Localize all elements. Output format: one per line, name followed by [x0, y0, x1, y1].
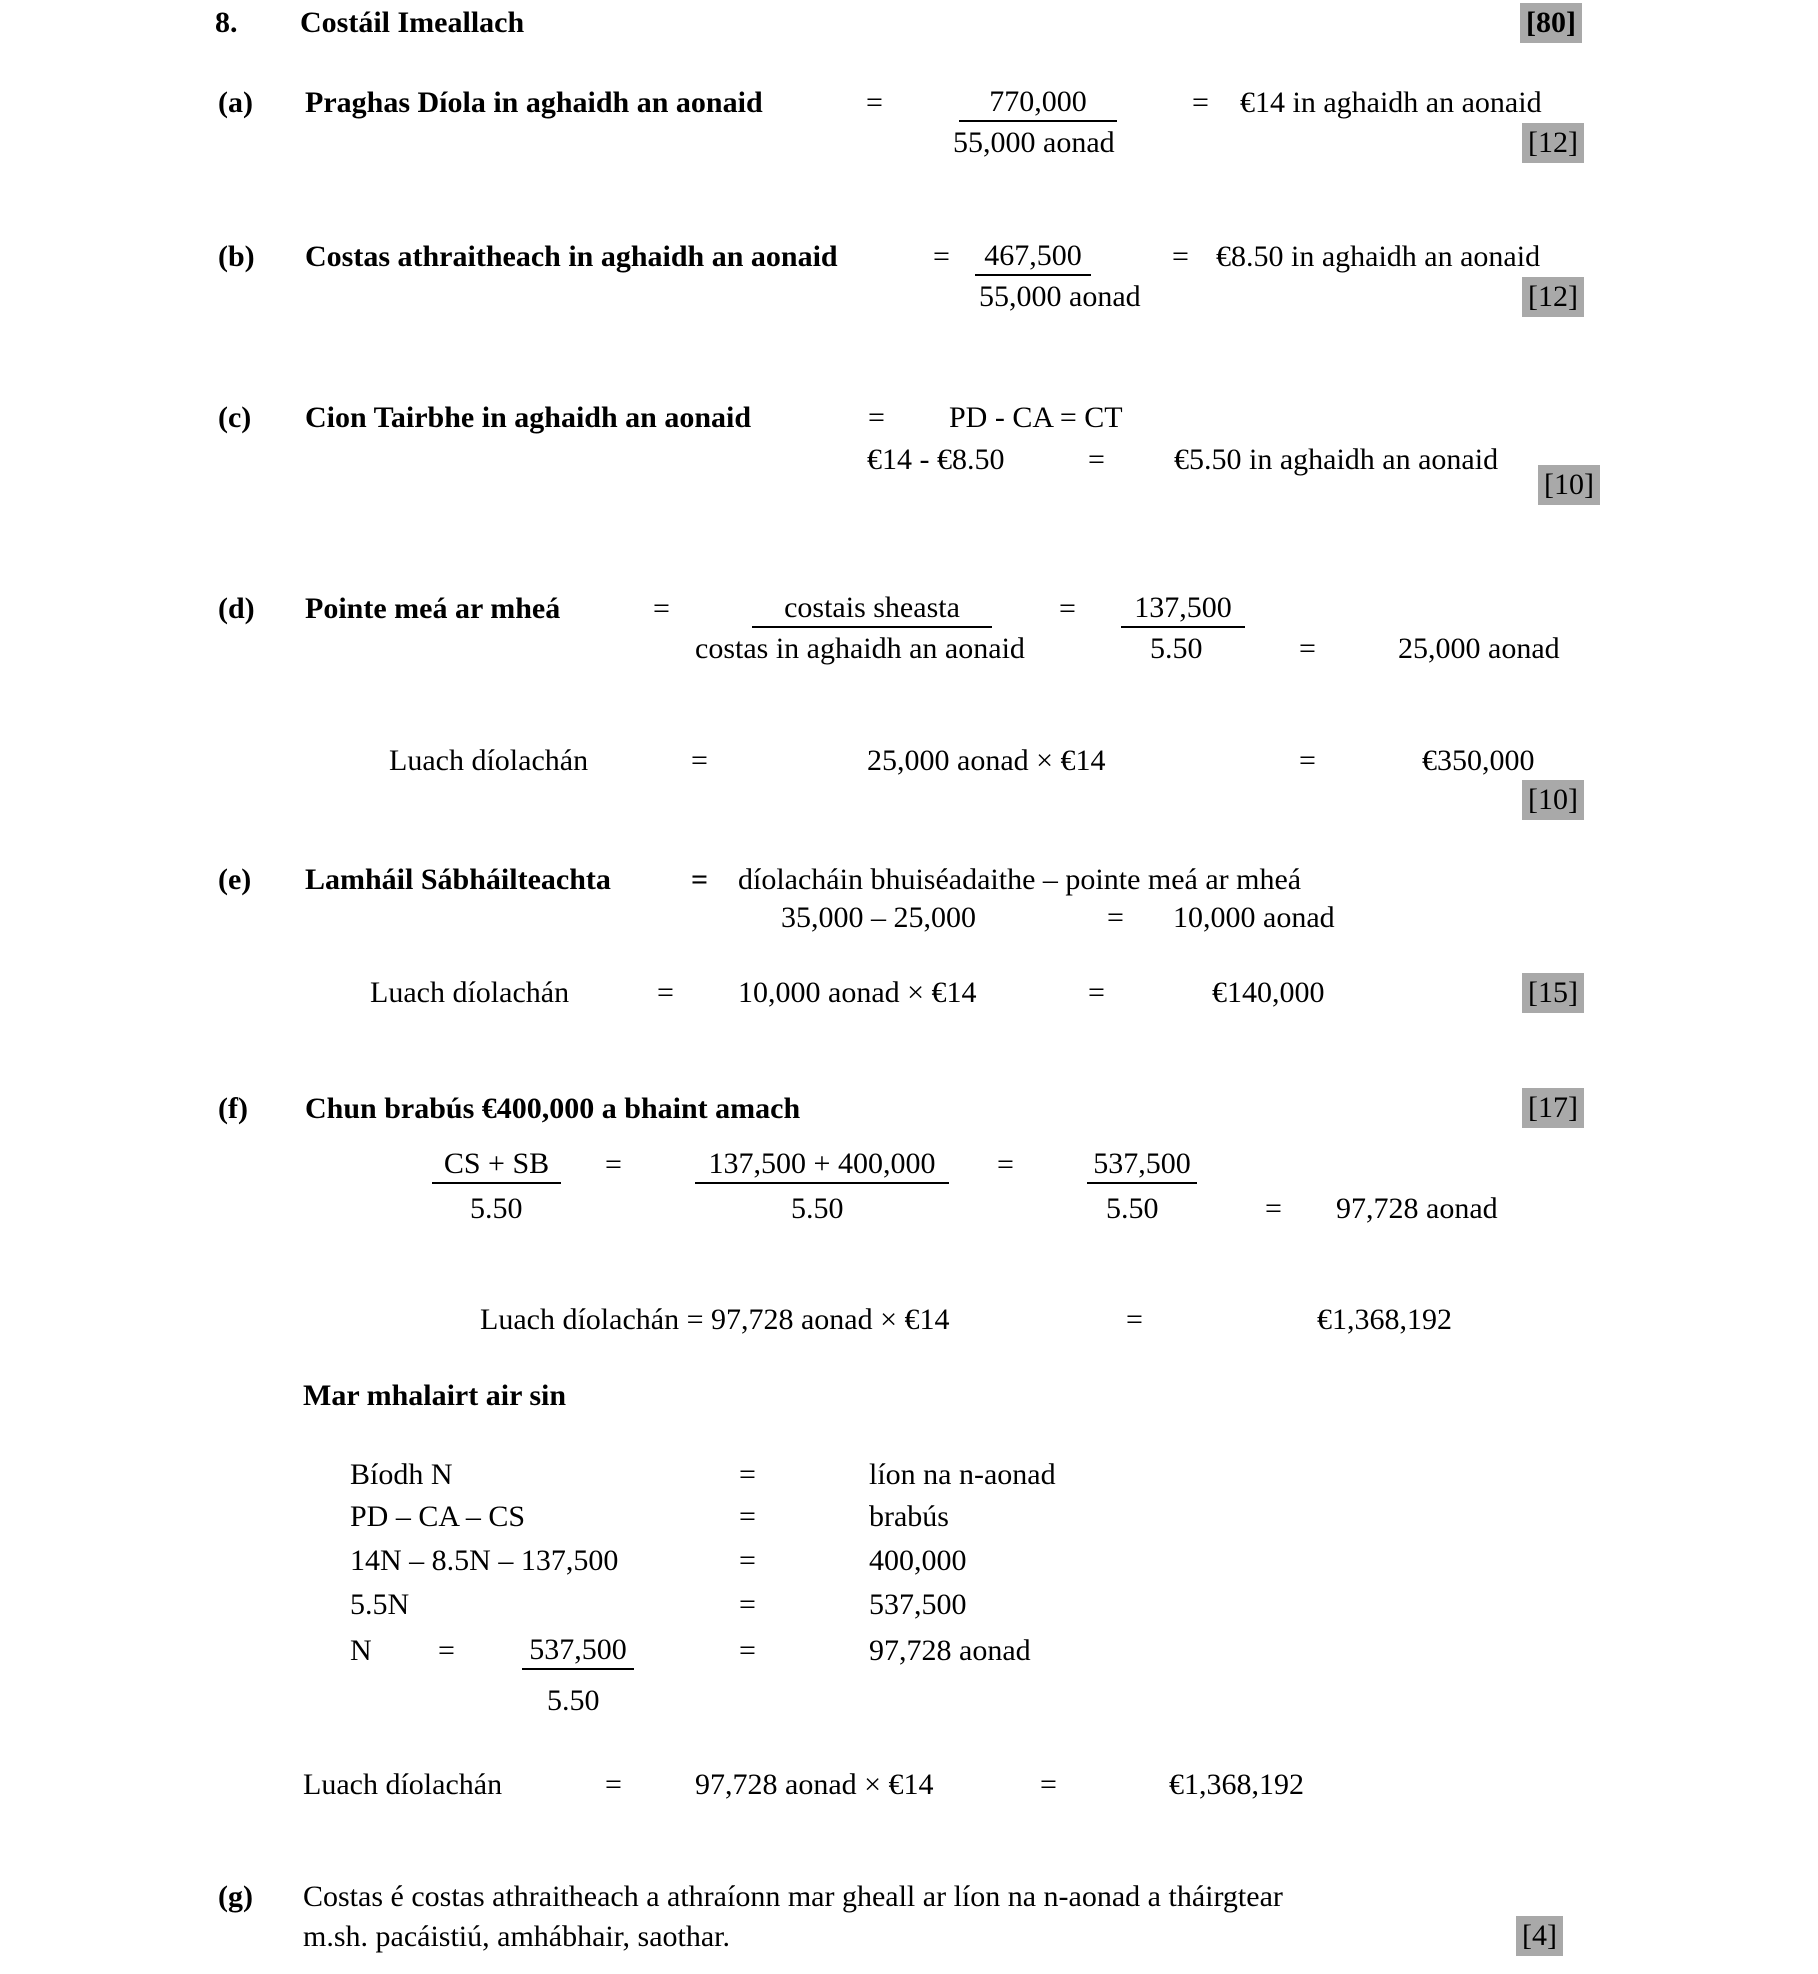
- section-f-sales-value2-label: Luach díolachán: [303, 1768, 503, 1801]
- alt-row-left: PD – CA – CS: [350, 1500, 526, 1533]
- alt-n-fraction-denominator: 5.50: [547, 1684, 600, 1717]
- alt-row-equals: =: [739, 1588, 756, 1621]
- section-f-sales-value2-expression: 97,728 aonad × €14: [695, 1768, 934, 1801]
- section-e-label: (e): [218, 863, 252, 896]
- section-f-result: 97,728 aonad: [1336, 1192, 1498, 1225]
- section-f-sales-value-equals: =: [1126, 1303, 1143, 1336]
- alt-n-fraction-numerator: 537,500: [522, 1632, 634, 1670]
- section-c-result: €5.50 in aghaidh an aonaid: [1174, 443, 1499, 476]
- section-b-label: (b): [218, 240, 255, 273]
- alt-n-equals-1: =: [438, 1634, 455, 1667]
- section-e-sales-value-equals-2: =: [1088, 976, 1105, 1009]
- section-d-fraction2-numerator: 137,500: [1121, 590, 1245, 628]
- section-a-fraction-denominator: 55,000 aonad: [953, 126, 1115, 159]
- section-b-equals-1: =: [933, 240, 950, 273]
- section-d-fraction1-denominator: costas in aghaidh an aonaid: [695, 632, 1025, 665]
- section-f-fraction2-denominator: 5.50: [791, 1192, 844, 1225]
- alt-n-left: N: [350, 1634, 372, 1667]
- section-a-equals-2: =: [1192, 86, 1209, 119]
- section-f-title: Chun brabús €400,000 a bhaint amach: [305, 1092, 801, 1125]
- section-e-sales-value-label: Luach díolachán: [370, 976, 570, 1009]
- section-b-equals-2: =: [1172, 240, 1189, 273]
- marks-badge-b: [12]: [1522, 277, 1584, 317]
- section-f-fraction3-denominator: 5.50: [1106, 1192, 1159, 1225]
- section-e-result: 10,000 aonad: [1173, 901, 1335, 934]
- section-f-sales-value2-equals-2: =: [1040, 1768, 1057, 1801]
- section-b-title: Costas athraitheach in aghaidh an aonaid: [305, 240, 838, 273]
- section-c-formula: PD - CA = CT: [949, 401, 1123, 434]
- section-b-result: €8.50 in aghaidh an aonaid: [1216, 240, 1541, 273]
- marks-badge-e: [15]: [1522, 973, 1584, 1013]
- section-f-fraction1-denominator: 5.50: [470, 1192, 523, 1225]
- section-c-line2-left: €14 - €8.50: [867, 443, 1005, 476]
- section-c-title: Cion Tairbhe in aghaidh an aonaid: [305, 401, 752, 434]
- section-f-sales-value2-result: €1,368,192: [1169, 1768, 1304, 1801]
- section-d-sales-value-equals-1: =: [691, 744, 708, 777]
- marks-badge-d: [10]: [1522, 780, 1584, 820]
- marks-badge-f: [17]: [1522, 1088, 1584, 1128]
- section-e-formula: díolacháin bhuiséadaithe – pointe meá ar mheá: [738, 863, 1302, 896]
- section-d-fraction2-denominator: 5.50: [1150, 632, 1203, 665]
- alt-row-right: 537,500: [869, 1588, 967, 1621]
- section-d-sales-value-expression: 25,000 aonad × €14: [867, 744, 1106, 777]
- page-title: Costáil Imeallach: [300, 6, 525, 39]
- section-c-equals-2: =: [1088, 443, 1105, 476]
- section-f-fraction3-numerator: 537,500: [1087, 1146, 1197, 1184]
- alt-row-equals: =: [739, 1458, 756, 1491]
- section-d-equals-1: =: [653, 592, 670, 625]
- section-d-label: (d): [218, 592, 255, 625]
- section-f-equals-3: =: [1265, 1192, 1282, 1225]
- section-d-equals-3: =: [1299, 632, 1316, 665]
- section-f-sales-value-result: €1,368,192: [1317, 1303, 1452, 1336]
- alt-n-right: 97,728 aonad: [869, 1634, 1031, 1667]
- section-b-fraction-denominator: 55,000 aonad: [979, 280, 1141, 313]
- marks-badge-c: [10]: [1538, 465, 1600, 505]
- section-g-line2: m.sh. pacáistiú, amhábhair, saothar.: [303, 1920, 731, 1953]
- section-d-sales-value-result: €350,000: [1422, 744, 1535, 777]
- alt-row-left: Bíodh N: [350, 1458, 453, 1491]
- section-d-result: 25,000 aonad: [1398, 632, 1560, 665]
- section-f-sales-value-line: Luach díolachán = 97,728 aonad × €14: [480, 1303, 950, 1336]
- section-d-sales-value-equals-2: =: [1299, 744, 1316, 777]
- section-a-equals-1: =: [866, 86, 883, 119]
- section-d-sales-value-label: Luach díolachán: [389, 744, 589, 777]
- section-e-title: Lamháil Sábháilteachta: [305, 863, 611, 896]
- alt-n-equals-2: =: [739, 1634, 756, 1667]
- alt-row-equals: =: [739, 1544, 756, 1577]
- section-f-equals-1: =: [605, 1148, 622, 1181]
- section-e-equals-2: =: [1107, 901, 1124, 934]
- alt-row-right: brabús: [869, 1500, 949, 1533]
- section-f-sales-value2-equals-1: =: [605, 1768, 622, 1801]
- section-g-label: (g): [218, 1880, 253, 1913]
- section-e-equals-1: =: [691, 863, 709, 896]
- section-a-title: Praghas Díola in aghaidh an aonaid: [305, 86, 763, 119]
- section-f-equals-2: =: [997, 1148, 1014, 1181]
- section-e-sales-value-result: €140,000: [1212, 976, 1325, 1009]
- alt-row-right: líon na n-aonad: [869, 1458, 1056, 1491]
- section-d-fraction1-numerator: costais sheasta: [752, 590, 992, 628]
- section-a-label: (a): [218, 86, 253, 119]
- section-f-fraction2-numerator: 137,500 + 400,000: [695, 1146, 949, 1184]
- section-f-alternative-heading: Mar mhalairt air sin: [303, 1379, 567, 1412]
- question-number: 8.: [215, 6, 238, 39]
- section-e-sales-value-equals-1: =: [657, 976, 674, 1009]
- section-e-sales-value-expression: 10,000 aonad × €14: [738, 976, 977, 1009]
- section-a-result: €14 in aghaidh an aonaid: [1240, 86, 1542, 119]
- section-d-title: Pointe meá ar mheá: [305, 592, 561, 625]
- section-f-label: (f): [218, 1092, 248, 1125]
- section-c-label: (c): [218, 401, 252, 434]
- section-a-fraction-numerator: 770,000: [959, 84, 1117, 122]
- section-c-equals-1: =: [868, 401, 885, 434]
- section-g-line1: Costas é costas athraitheach a athraíonn mar gheall ar líon na n-aonad a tháirgtear: [303, 1880, 1283, 1913]
- alt-row-equals: =: [739, 1500, 756, 1533]
- marks-badge-a: [12]: [1522, 123, 1584, 163]
- section-e-line2-left: 35,000 – 25,000: [781, 901, 976, 934]
- alt-row-left: 14N – 8.5N – 137,500: [350, 1544, 619, 1577]
- marks-badge-g: [4]: [1516, 1916, 1563, 1956]
- alt-row-right: 400,000: [869, 1544, 967, 1577]
- section-d-equals-2: =: [1059, 592, 1076, 625]
- alt-row-left: 5.5N: [350, 1588, 410, 1621]
- marks-badge-total: [80]: [1520, 3, 1582, 43]
- section-b-fraction-numerator: 467,500: [975, 238, 1091, 276]
- section-f-fraction1-numerator: CS + SB: [432, 1146, 561, 1184]
